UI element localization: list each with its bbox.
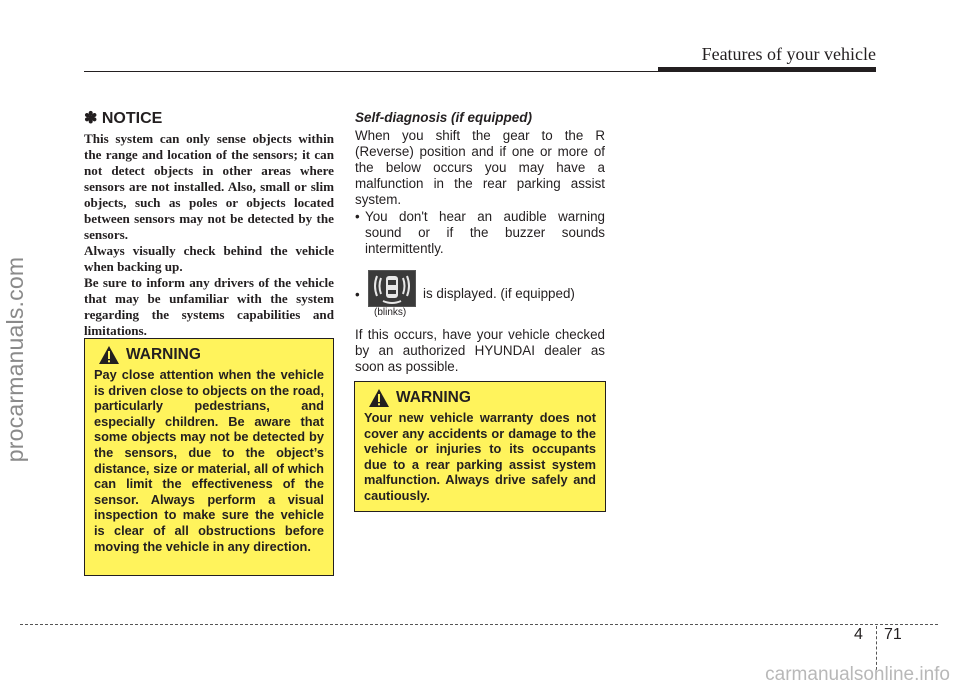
warning-triangle-icon xyxy=(368,388,390,408)
bullet-audible xyxy=(355,209,605,257)
warning-triangle-icon xyxy=(98,345,120,365)
notice-paragraph-3: Be sure to inform any drivers of the vehicle that may be unfamiliar with the system regarding the systems capabilities and limitations. xyxy=(84,275,334,338)
warning-title: WARNING xyxy=(126,346,201,363)
warning-header xyxy=(94,345,324,365)
header-title: Features of your vehicle xyxy=(701,44,876,64)
self-diagnosis-conclusion: If this occurs, have your vehicle checked by an authorized HYUNDAI dealer as soon as possible. xyxy=(355,327,605,374)
header-rule-accent xyxy=(658,67,876,72)
bullet-dot: • xyxy=(355,209,360,224)
warning-header xyxy=(364,388,596,408)
indicator-text: is displayed. (if equipped) xyxy=(423,286,575,301)
warning-box-left xyxy=(84,338,334,576)
notice-paragraph-2: Always visually check behind the vehicle when backing up. xyxy=(84,243,334,274)
footer-watermark: carmanualsonline.info xyxy=(765,664,950,685)
bullet-dot: • xyxy=(355,287,360,302)
page-chapter: 4 xyxy=(854,626,863,643)
warning-body: Pay close attention when the vehicle is driven close to objects on the road, particularly pedestrians, and especially children. Be aware that some objects may not be detected by the sensors, due to the object’s distance, size or material, all of which can limit the effectiveness of the sensor. Always perform a visual inspection to make sure the vehicle is clear of all obstructions before moving the vehicle in any direction. xyxy=(94,367,324,554)
parking-sensor-icon xyxy=(368,270,416,307)
bullet-indicator xyxy=(355,270,605,322)
notice-body: This system can only sense objects within the range and location of the sensors; it can not detect objects in other areas where sensors are not installed. Also, small or slim objects, such as poles or objects located between sensors may not be detected by the sensors. xyxy=(84,131,334,242)
bullet-audible-text: You don't hear an audible warning sound or if the buzzer sounds intermittently. xyxy=(365,209,605,256)
side-watermark-text: procarmanuals.com xyxy=(2,256,29,462)
footer-rule xyxy=(20,624,938,625)
warning-body: Your new vehicle warranty does not cover any accidents or damage to the vehicle or injuries to its occupants due to a rear parking assist system malfunction. Always drive safely and cautiously. xyxy=(364,410,596,503)
notice-section xyxy=(84,108,334,339)
side-watermark xyxy=(2,256,30,462)
self-diagnosis-section xyxy=(355,110,605,375)
header-rule xyxy=(84,71,660,72)
notice-title: ✽ NOTICE xyxy=(84,110,163,127)
self-diagnosis-intro: When you shift the gear to the R (Reverse) position and if one or more of the below occurs you may have a malfunction in the rear parking assist system. xyxy=(355,128,605,207)
icon-caption: (blinks) xyxy=(374,307,407,318)
warning-title: WARNING xyxy=(396,389,471,406)
page-number: 71 xyxy=(884,626,902,643)
warning-box-right xyxy=(354,381,606,512)
self-diagnosis-title: Self-diagnosis (if equipped) xyxy=(355,110,533,125)
